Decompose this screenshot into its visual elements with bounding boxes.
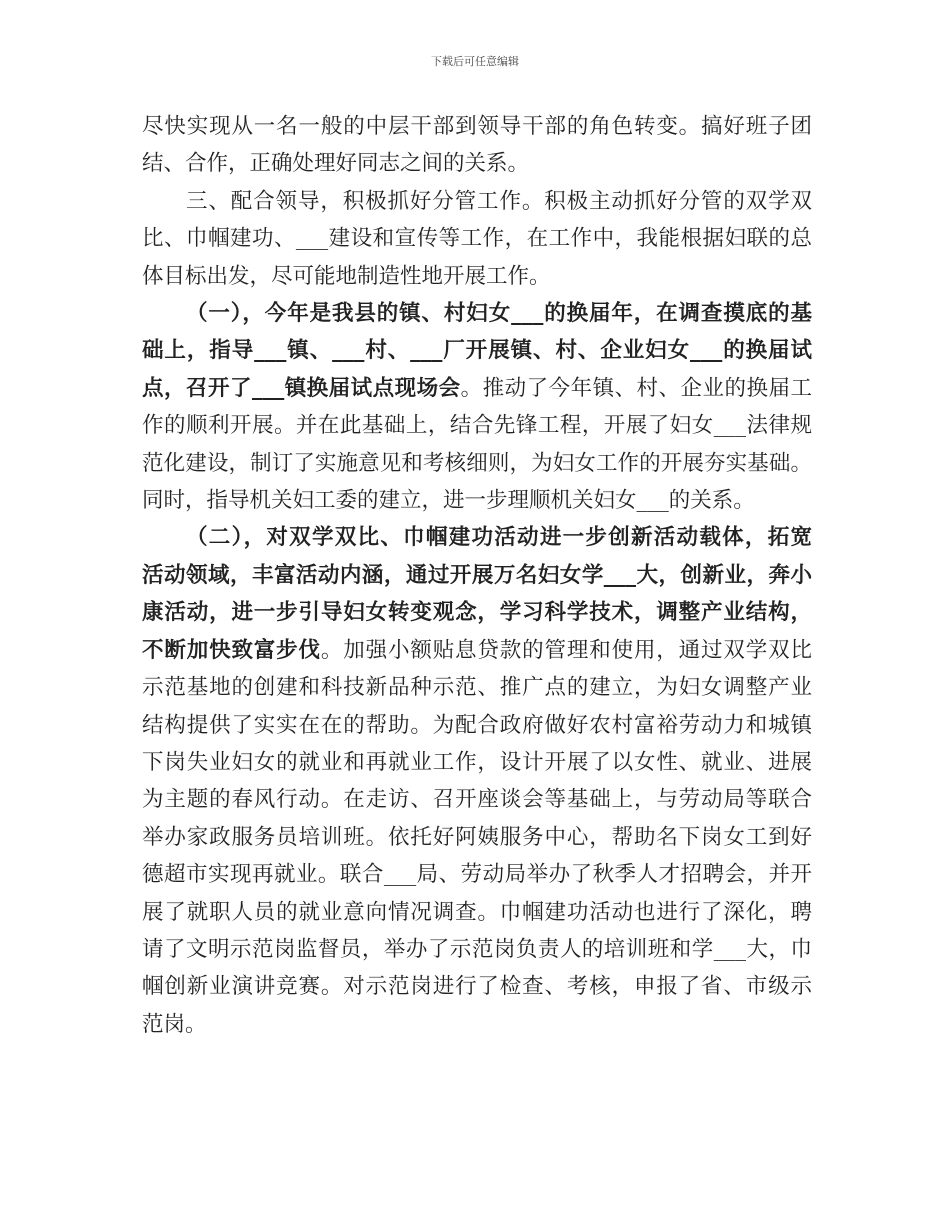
text-line bbox=[142, 931, 812, 968]
paragraph bbox=[142, 183, 812, 295]
bold-text: 不断加快致富步伐 bbox=[142, 637, 321, 663]
body-text: 三、配合领导，积极抓好分管工作。积极主动抓好分管的双学双 bbox=[186, 188, 812, 214]
text-line bbox=[142, 482, 812, 519]
body-text: 比、巾帼建功、___建设和宣传等工作，在工作中，我能根据妇联的总 bbox=[142, 226, 812, 252]
text-line bbox=[142, 594, 812, 631]
bold-text: （二），对双学双比、巾帼建功活动进一步创新活动载体，拓宽 bbox=[186, 525, 812, 551]
text-line bbox=[142, 707, 812, 744]
body-text: 帼创新业演讲竞赛。对示范岗进行了检查、考核，申报了省、市级示 bbox=[142, 974, 812, 1000]
paragraph bbox=[142, 519, 812, 1043]
text-line bbox=[142, 819, 812, 856]
body-text: 范化建设，制订了实施意见和考核细则，为妇女工作的开展夯实基础。 bbox=[142, 450, 812, 476]
text-line bbox=[142, 108, 812, 145]
body-text: 结构提供了实实在在的帮助。为配合政府做好农村富裕劳动力和城镇 bbox=[142, 712, 812, 738]
body-text: 下岗失业妇女的就业和再就业工作，设计开展了以女性、就业、进展 bbox=[142, 749, 812, 775]
bold-text: 础上，指导___镇、___村、___厂开展镇、村、企业妇女___的换届试 bbox=[142, 338, 812, 364]
text-line bbox=[142, 258, 812, 295]
body-text: 。推动了今年镇、村、企业的换届工 bbox=[460, 375, 812, 401]
body-text: 同时，指导机关妇工委的建立，进一步理顺机关妇女___的关系。 bbox=[142, 488, 755, 514]
body-text: 。加强小额贴息贷款的管理和使用，通过双学双比 bbox=[320, 637, 812, 663]
body-text: 示范基地的创建和科技新品种示范、推广点的建立，为妇女调整产业 bbox=[142, 675, 812, 701]
text-line bbox=[142, 295, 812, 332]
bold-text: 点，召开了___镇换届试点现场会 bbox=[142, 375, 461, 401]
text-line bbox=[142, 519, 812, 556]
body-text: 请了文明示范岗监督员，举办了示范岗负责人的培训班和学___大，巾 bbox=[142, 936, 812, 962]
bold-text: 康活动，进一步引导妇女转变观念，学习科学技术，调整产业结构， bbox=[142, 600, 812, 626]
body-text: 结、合作，正确处理好同志之间的关系。 bbox=[142, 151, 530, 177]
text-line bbox=[142, 632, 812, 669]
paragraph bbox=[142, 108, 812, 183]
text-line bbox=[142, 183, 812, 220]
text-line bbox=[142, 781, 812, 818]
paragraph bbox=[142, 295, 812, 519]
text-line bbox=[142, 894, 812, 931]
body-text: 举办家政服务员培训班。依托好阿姨服务中心，帮助名下岗女工到好 bbox=[142, 824, 812, 850]
document-body bbox=[142, 108, 812, 1043]
header-note: 下载后可任意编辑 bbox=[431, 55, 519, 68]
body-text: 作的顺利开展。并在此基础上，结合先锋工程，开展了妇女___法律规 bbox=[142, 413, 812, 439]
text-line bbox=[142, 856, 812, 893]
bold-text: 活动领域，丰富活动内涵，通过开展万名妇女学___大，创新业，奔小 bbox=[142, 562, 812, 588]
body-text: 德超市实现再就业。联合___局、劳动局举办了秋季人才招聘会，并开 bbox=[142, 862, 812, 888]
text-line bbox=[142, 557, 812, 594]
text-line bbox=[142, 407, 812, 444]
text-line bbox=[142, 968, 812, 1005]
body-text: 为主题的春风行动。在走访、召开座谈会等基础上，与劳动局等联合 bbox=[142, 787, 812, 813]
text-line bbox=[142, 744, 812, 781]
body-text: 范岗。 bbox=[142, 1011, 207, 1037]
body-text: 展了就职人员的就业意向情况调查。巾帼建功活动也进行了深化，聘 bbox=[142, 899, 812, 925]
body-text: 尽快实现从一名一般的中层干部到领导干部的角色转变。搞好班子团 bbox=[142, 114, 812, 139]
text-line bbox=[142, 332, 812, 369]
bold-text: （一），今年是我县的镇、村妇女___的换届年，在调查摸底的基 bbox=[186, 301, 812, 327]
text-line bbox=[142, 220, 812, 257]
text-line bbox=[142, 669, 812, 706]
text-line bbox=[142, 1006, 812, 1043]
text-line bbox=[142, 145, 812, 182]
body-text: 体目标出发，尽可能地制造性地开展工作。 bbox=[142, 263, 551, 289]
text-line bbox=[142, 445, 812, 482]
text-line bbox=[142, 370, 812, 407]
